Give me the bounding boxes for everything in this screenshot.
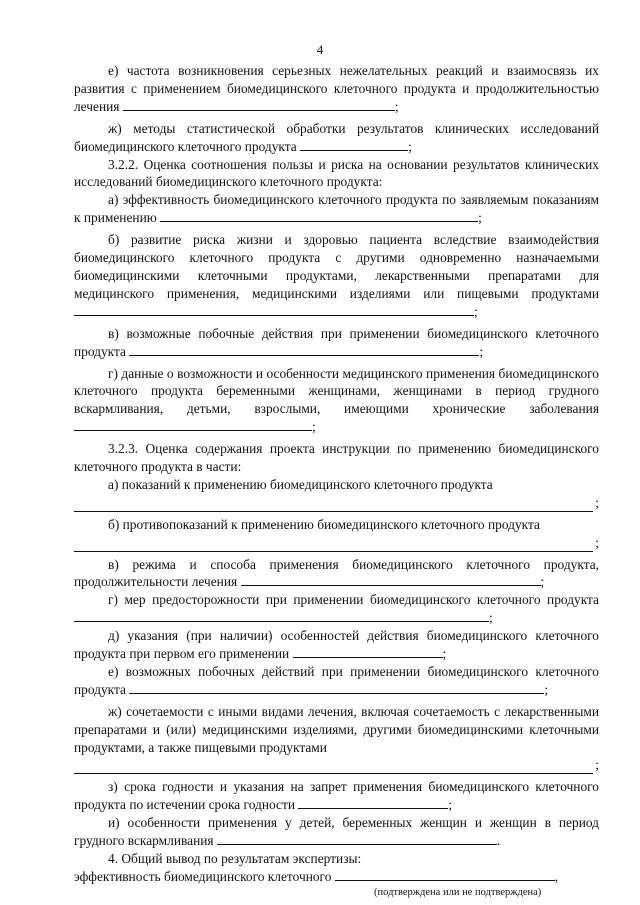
item-text: в) возможные побочные действия при применении биомедицинского клеточного продукта	[74, 325, 599, 359]
blank-line	[129, 343, 479, 356]
blank-line	[74, 303, 474, 316]
punctuation: ;	[540, 574, 545, 590]
item-text: д) указания (при наличии) особенностей действия биомедицинского клеточного продукта при первом его применении	[74, 628, 599, 662]
punctuation: ,	[554, 868, 559, 884]
blank-line	[74, 539, 593, 552]
item-text: е) частота возникновения серьезных нежелательных реакций и взаимосвязь их развития с применением биомедицинского клеточного продукта и продолжительностью лечения	[74, 63, 599, 114]
blank-line	[123, 98, 395, 111]
item-text: а) эффективность биомедицинского клеточного продукта по заявляемым показаниям к применению	[74, 192, 599, 226]
page-number: 4	[316, 42, 324, 57]
field-hint: (подтверждена или не подтверждена)	[374, 886, 542, 898]
blank-line	[335, 868, 555, 881]
section-3-2-2-heading: 3.2.2. Оценка соотношения пользы и риска на основании результатов клинических исследований биомедицинского клеточного продукта:	[74, 156, 599, 190]
punctuation: ;	[595, 757, 599, 773]
item-text: г) мер предосторожности при применении биомедицинского клеточного продукта	[108, 592, 599, 608]
blank-line	[74, 761, 593, 774]
punctuation: ;	[478, 210, 482, 226]
item-d-first-use	[74, 627, 599, 663]
item-b-interaction-risk	[74, 231, 599, 321]
item-text: г) данные о возможности и особенности медицинского применения биомедицинского клеточного продукта беременными женщинами, женщинами в период грудного вскармливания, детьми, взрослыми, имеющими хронические заболевания	[74, 365, 599, 417]
item-z-shelf-life	[74, 778, 599, 814]
item-b-contraindications: б) противопоказаний к применению биомедицинского клеточного продукта	[108, 516, 540, 532]
blank-line	[74, 418, 312, 431]
item-g-special-populations	[74, 365, 599, 437]
item-text: эффективность биомедицинского клеточного	[74, 868, 332, 884]
punctuation: .	[496, 833, 501, 849]
item-text: б) развитие риска жизни и здоровью пациента вследствие взаимодействия биомедицинского клеточного продукта с другими одновременно назначаемыми биомедицинскими клеточными продуктами, лекарственными препаратами для медицинского применения, медицинскими изделиями или пищевыми продуктами	[74, 232, 599, 301]
blank-row	[74, 534, 599, 552]
item-a-indications: а) показаний к применению биомедицинского клеточного продукта	[108, 476, 493, 492]
section-4-heading: 4. Общий вывод по результатам экспертизы:	[108, 851, 362, 867]
punctuation: ;	[448, 797, 453, 813]
item-g-precautions	[74, 591, 599, 627]
punctuation: ;	[394, 98, 399, 114]
punctuation: ;	[474, 303, 478, 319]
punctuation: ;	[595, 494, 599, 510]
punctuation: ;	[408, 138, 412, 154]
blank-row	[74, 757, 599, 775]
item-text: ж) методы статистической обработки результатов клинических исследований биомедицинского клеточного продукта	[74, 120, 599, 154]
blank-line	[293, 645, 443, 658]
item-v-regimen	[74, 556, 599, 592]
punctuation: ;	[479, 343, 484, 359]
blank-line	[74, 499, 593, 512]
punctuation: ;	[544, 681, 549, 697]
punctuation: ;	[312, 419, 316, 435]
item-text: е) возможных побочных действий при применении биомедицинского клеточного продукта	[74, 663, 599, 697]
punctuation: ;	[489, 610, 493, 626]
efficacy-conclusion	[74, 868, 599, 886]
document-body	[74, 62, 599, 899]
punctuation: ;	[442, 646, 447, 662]
item-text: и) особенности применения у детей, беременных женщин и женщин в период грудного вскармливания	[74, 815, 599, 849]
blank-row	[74, 494, 599, 512]
item-a-efficacy	[74, 191, 599, 227]
blank-line	[300, 138, 408, 151]
blank-line	[298, 796, 448, 809]
item-text: в) режима и способа применения биомедицинского клеточного продукта, продолжительности лечения	[74, 556, 599, 590]
item-zh-compatibility: ж) сочетаемости с иными видами лечения, включая сочетаемость с лекарственными препаратами и (или) медицинскими изделиями, другими биомедицинскими клеточными продуктами, а также пищевыми продуктами	[74, 703, 599, 755]
blank-line	[129, 681, 544, 694]
section-3-2-3-heading: 3.2.3. Оценка содержания проекта инструкции по применению биомедицинского клеточного продукта в части:	[74, 441, 599, 475]
blank-line	[217, 832, 497, 845]
punctuation: ;	[595, 534, 599, 550]
item-v-side-effects	[74, 325, 599, 361]
item-e-possible-side-effects	[74, 663, 599, 699]
blank-line	[74, 609, 489, 622]
item-text: з) срока годности и указания на запрет применения биомедицинского клеточного продукта по истечении срока годности	[74, 779, 599, 813]
blank-line	[160, 209, 478, 222]
item-zh-statistical-methods	[74, 120, 599, 156]
item-i-special-use	[74, 814, 599, 850]
item-e-adverse-reactions	[74, 62, 599, 116]
blank-line	[241, 573, 541, 586]
